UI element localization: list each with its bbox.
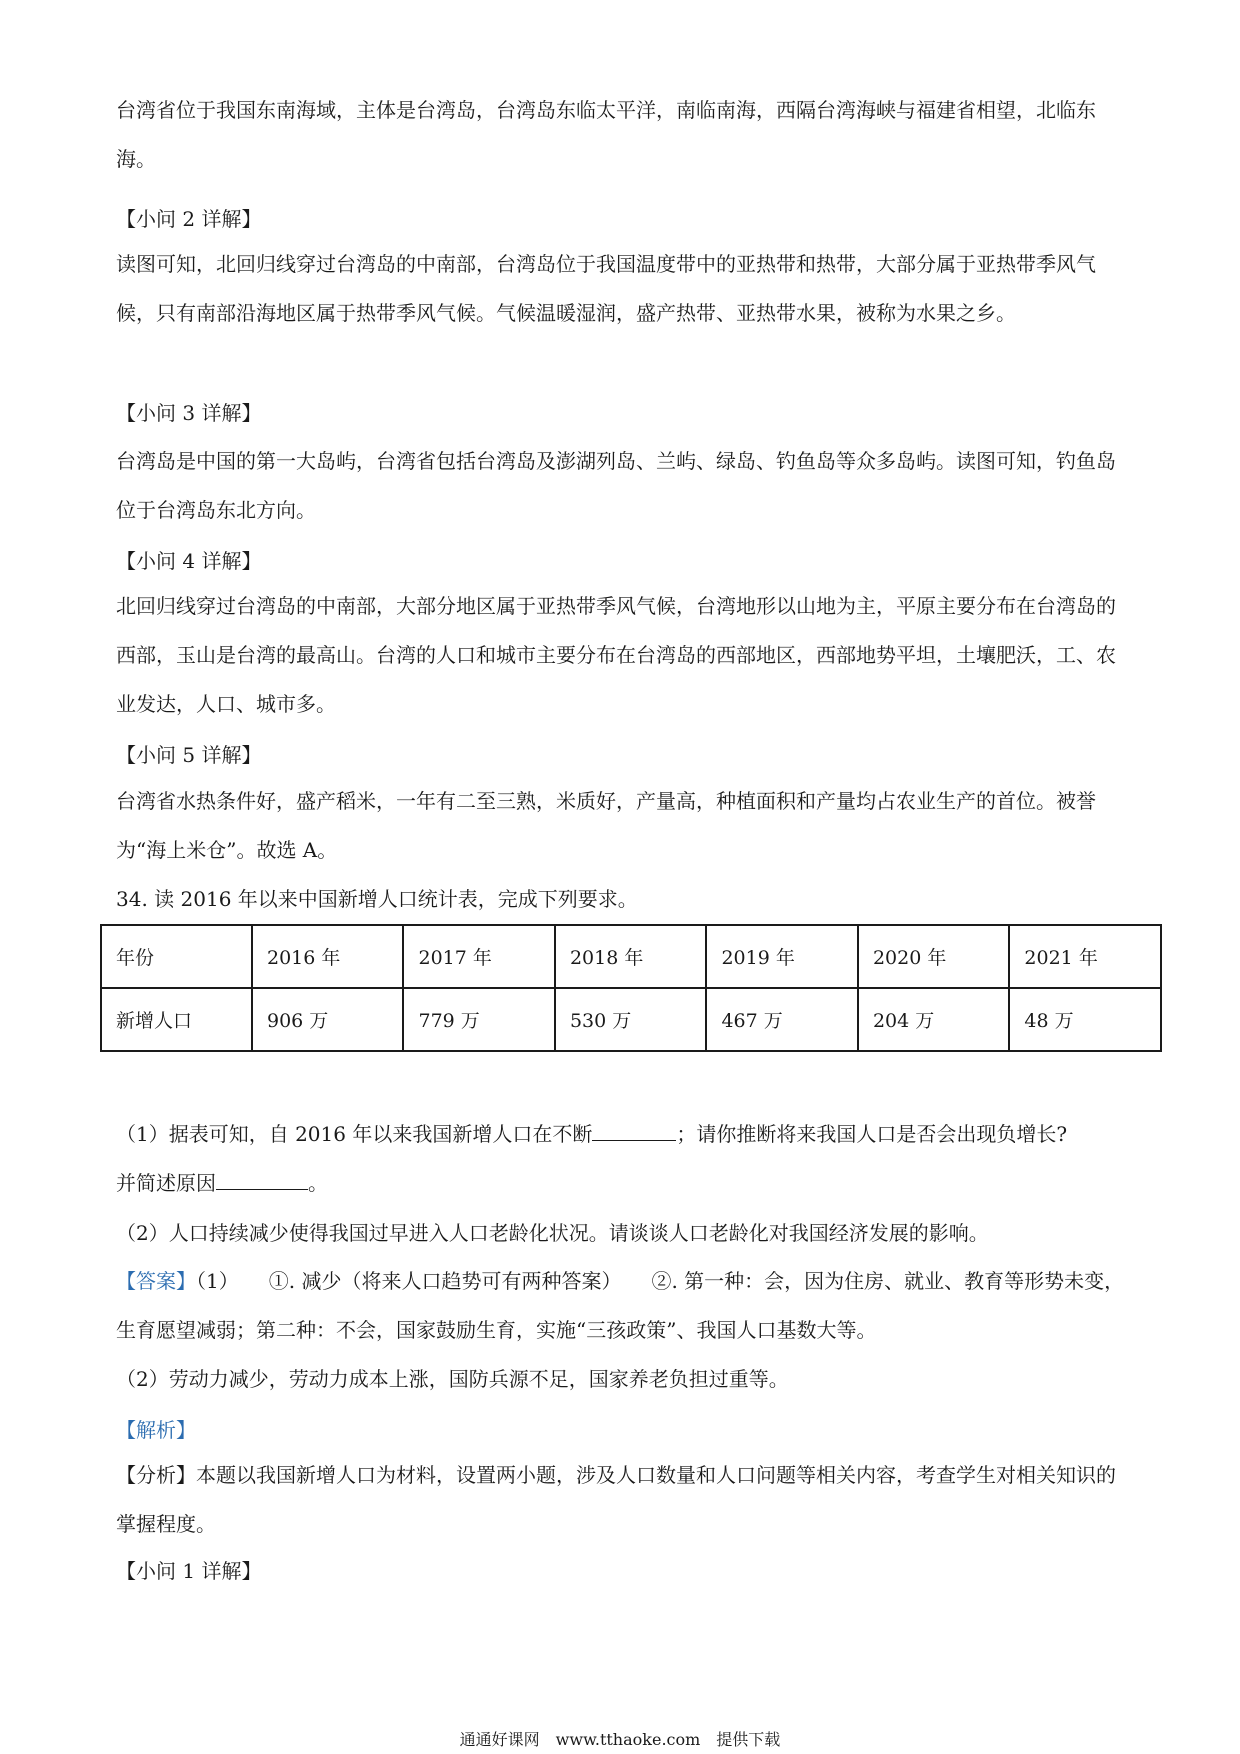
table-cell: 906 万 xyxy=(252,988,403,1051)
table-cell: 2020 年 xyxy=(858,925,1009,988)
paragraph-subquestion-4: 北回归线穿过台湾岛的中南部，大部分地区属于亚热带季风气候，台湾地形以山地为主，平原主要分布在台湾岛的西部，玉山是台湾的最高山。台湾的人口和城市主要分布在台湾岛的西部地区，西部地势平坦，土壤肥沃，工、农业发达，人口、城市多。 xyxy=(116,594,1116,716)
answer-text: （1） ①. 减少（将来人口趋势可有两种答案） ②. 第一种：会，因为住房、就业、教育等形势未变，生育愿望减弱；第二种：不会，国家鼓励生育，实施“三孩政策”、我国人口基数大等。 xyxy=(116,1269,1125,1342)
heading-subquestion-2: 【小问 2 详解】 xyxy=(116,207,262,231)
question-text: 。 xyxy=(308,1171,328,1195)
table-cell: 年份 xyxy=(101,925,252,988)
table-cell: 2021 年 xyxy=(1009,925,1161,988)
answer-label: 【答案】 xyxy=(116,1269,196,1293)
table-cell: 2019 年 xyxy=(706,925,857,988)
question-text: ；请你推断将来我国人口是否会出现负增长? xyxy=(676,1122,1068,1146)
analysis-text: 【分析】本题以我国新增人口为材料，设置两小题，涉及人口数量和人口问题等相关内容，考查学生对相关知识的掌握程度。 xyxy=(116,1463,1116,1536)
table-cell: 204 万 xyxy=(858,988,1009,1051)
table-cell: 48 万 xyxy=(1009,988,1161,1051)
answer-part-2: （2）劳动力减少，劳动力成本上涨，国防兵源不足，国家养老负担过重等。 xyxy=(116,1367,789,1391)
paragraph-subquestion-3: 台湾岛是中国的第一大岛屿，台湾省包括台湾岛及澎湖列岛、兰屿、绿岛、钓鱼岛等众多岛屿。读图可知，钓鱼岛位于台湾岛东北方向。 xyxy=(116,449,1116,522)
answer-blank xyxy=(592,1122,676,1141)
table-cell: 779 万 xyxy=(403,988,554,1051)
heading-subquestion-5: 【小问 5 详解】 xyxy=(116,743,262,767)
table-row xyxy=(101,925,1161,988)
footer-credit: 通通好课网 www.tthaoke.com 提供下载 xyxy=(459,1730,781,1749)
population-table xyxy=(100,924,1162,1052)
table-cell: 2016 年 xyxy=(252,925,403,988)
heading-subquestion-1: 【小问 1 详解】 xyxy=(116,1559,262,1583)
table-cell: 2018 年 xyxy=(555,925,706,988)
table-cell: 新增人口 xyxy=(101,988,252,1051)
paragraph-subquestion-2: 读图可知，北回归线穿过台湾岛的中南部，台湾岛位于我国温度带中的亚热带和热带，大部分属于亚热带季风气候，只有南部沿海地区属于热带季风气候。气候温暖湿润，盛产热带、亚热带水果，被称为水果之乡。 xyxy=(116,252,1096,325)
table-cell: 2017 年 xyxy=(403,925,554,988)
question-34-part-1 xyxy=(116,1110,1126,1208)
heading-subquestion-4: 【小问 4 详解】 xyxy=(116,549,262,573)
question-text: 并简述原因 xyxy=(116,1171,216,1195)
table-cell: 530 万 xyxy=(555,988,706,1051)
answer-block xyxy=(116,1257,1126,1355)
heading-subquestion-3: 【小问 3 详解】 xyxy=(116,401,262,425)
question-34-part-2: （2）人口持续减少使得我国过早进入人口老龄化状况。请谈谈人口老龄化对我国经济发展的影响。 xyxy=(116,1221,989,1245)
analysis-label xyxy=(116,1415,196,1445)
table-cell: 467 万 xyxy=(706,988,857,1051)
question-text: （1）据表可知，自 2016 年以来我国新增人口在不断 xyxy=(116,1122,593,1146)
paragraph-taiwan-location: 台湾省位于我国东南海域，主体是台湾岛，台湾岛东临太平洋，南临南海，西隔台湾海峡与福建省相望，北临东海。 xyxy=(116,98,1096,171)
table-row xyxy=(101,988,1161,1051)
analysis-label-text: 【解析】 xyxy=(116,1418,196,1442)
paragraph-subquestion-5: 台湾省水热条件好，盛产稻米，一年有二至三熟，米质好，产量高，种植面积和产量均占农业生产的首位。被誉为“海上米仓”。故选 A。 xyxy=(116,789,1096,862)
answer-blank xyxy=(216,1171,308,1190)
question-34-title: 34. 读 2016 年以来中国新增人口统计表，完成下列要求。 xyxy=(116,887,638,911)
